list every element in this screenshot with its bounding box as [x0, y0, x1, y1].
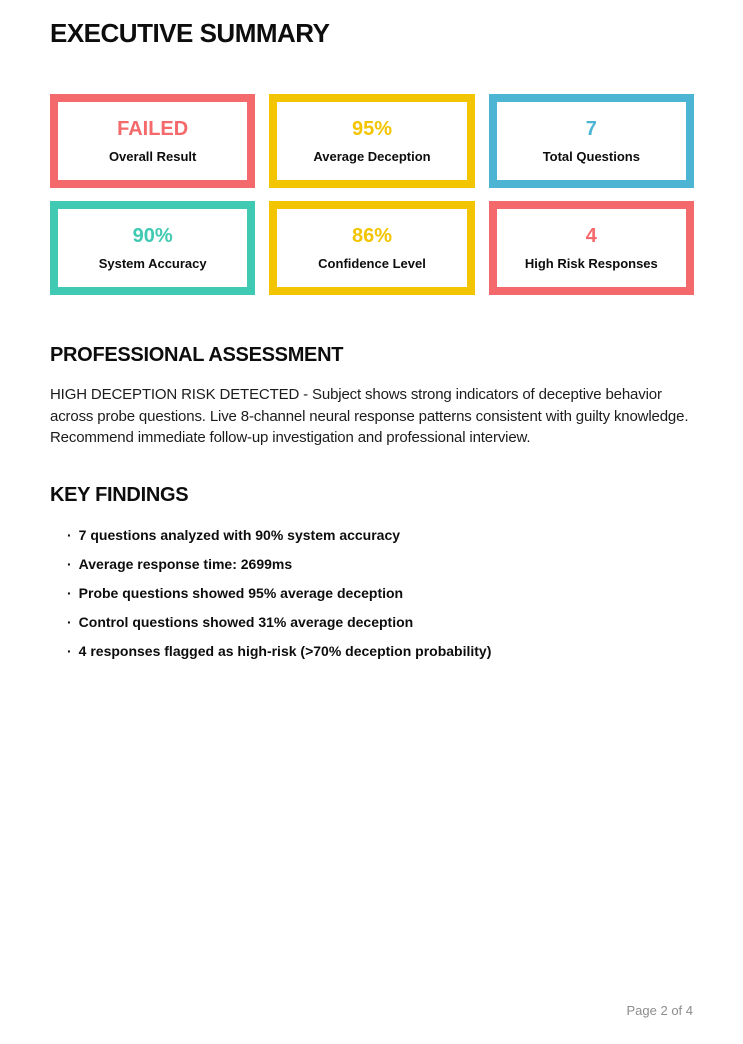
finding-text: Average response time: 2699ms — [78, 555, 293, 572]
list-item — [67, 585, 694, 602]
list-item — [67, 527, 694, 544]
stat-value: 95% — [351, 118, 392, 140]
finding-text: 7 questions analyzed with 90% system accuracy — [78, 526, 401, 543]
stat-label: Overall Result — [108, 149, 197, 164]
key-findings-list — [50, 527, 694, 660]
finding-text: Control questions showed 31% average deception — [78, 613, 414, 630]
section-heading-professional-assessment: PROFESSIONAL ASSESSMENT — [50, 344, 344, 366]
finding-text: 4 responses flagged as high-risk (>70% deception probability) — [78, 642, 492, 659]
stat-label: Confidence Level — [318, 256, 426, 271]
list-item — [67, 556, 694, 573]
stat-card — [489, 201, 694, 295]
stat-value: 86% — [351, 225, 392, 247]
stat-value: 7 — [585, 118, 597, 140]
list-item — [67, 614, 694, 631]
stat-card — [269, 201, 474, 295]
stat-label: High Risk Responses — [524, 256, 658, 271]
stat-label: Total Questions — [542, 149, 640, 164]
assessment-paragraph: HIGH DECEPTION RISK DETECTED - Subject shows strong indicators of deceptive behavior across probe questions. Live 8-channel neural response patterns consistent with guilty knowledge. Recommend immediate follow-up investigation and professional interview. — [50, 386, 689, 446]
summary-stats-grid — [50, 94, 694, 295]
bullet-dot-icon: · — [67, 555, 72, 572]
bullet-dot-icon: · — [67, 584, 72, 601]
stat-card — [269, 94, 474, 188]
bullet-dot-icon: · — [67, 642, 72, 659]
stat-label: System Accuracy — [98, 256, 207, 271]
page-title: EXECUTIVE SUMMARY — [50, 18, 330, 48]
page-number: Page 2 of 4 — [626, 1003, 693, 1018]
stat-card — [489, 94, 694, 188]
bullet-dot-icon: · — [67, 613, 72, 630]
list-item — [67, 643, 694, 660]
stat-value: FAILED — [117, 118, 189, 140]
section-heading-key-findings: KEY FINDINGS — [50, 483, 189, 506]
stat-value: 90% — [132, 225, 173, 247]
stat-value: 4 — [585, 225, 597, 247]
finding-text: Probe questions showed 95% average deception — [78, 584, 404, 601]
stat-card — [50, 94, 255, 188]
bullet-dot-icon: · — [67, 526, 72, 543]
stat-label: Average Deception — [313, 149, 431, 164]
stat-card — [50, 201, 255, 295]
